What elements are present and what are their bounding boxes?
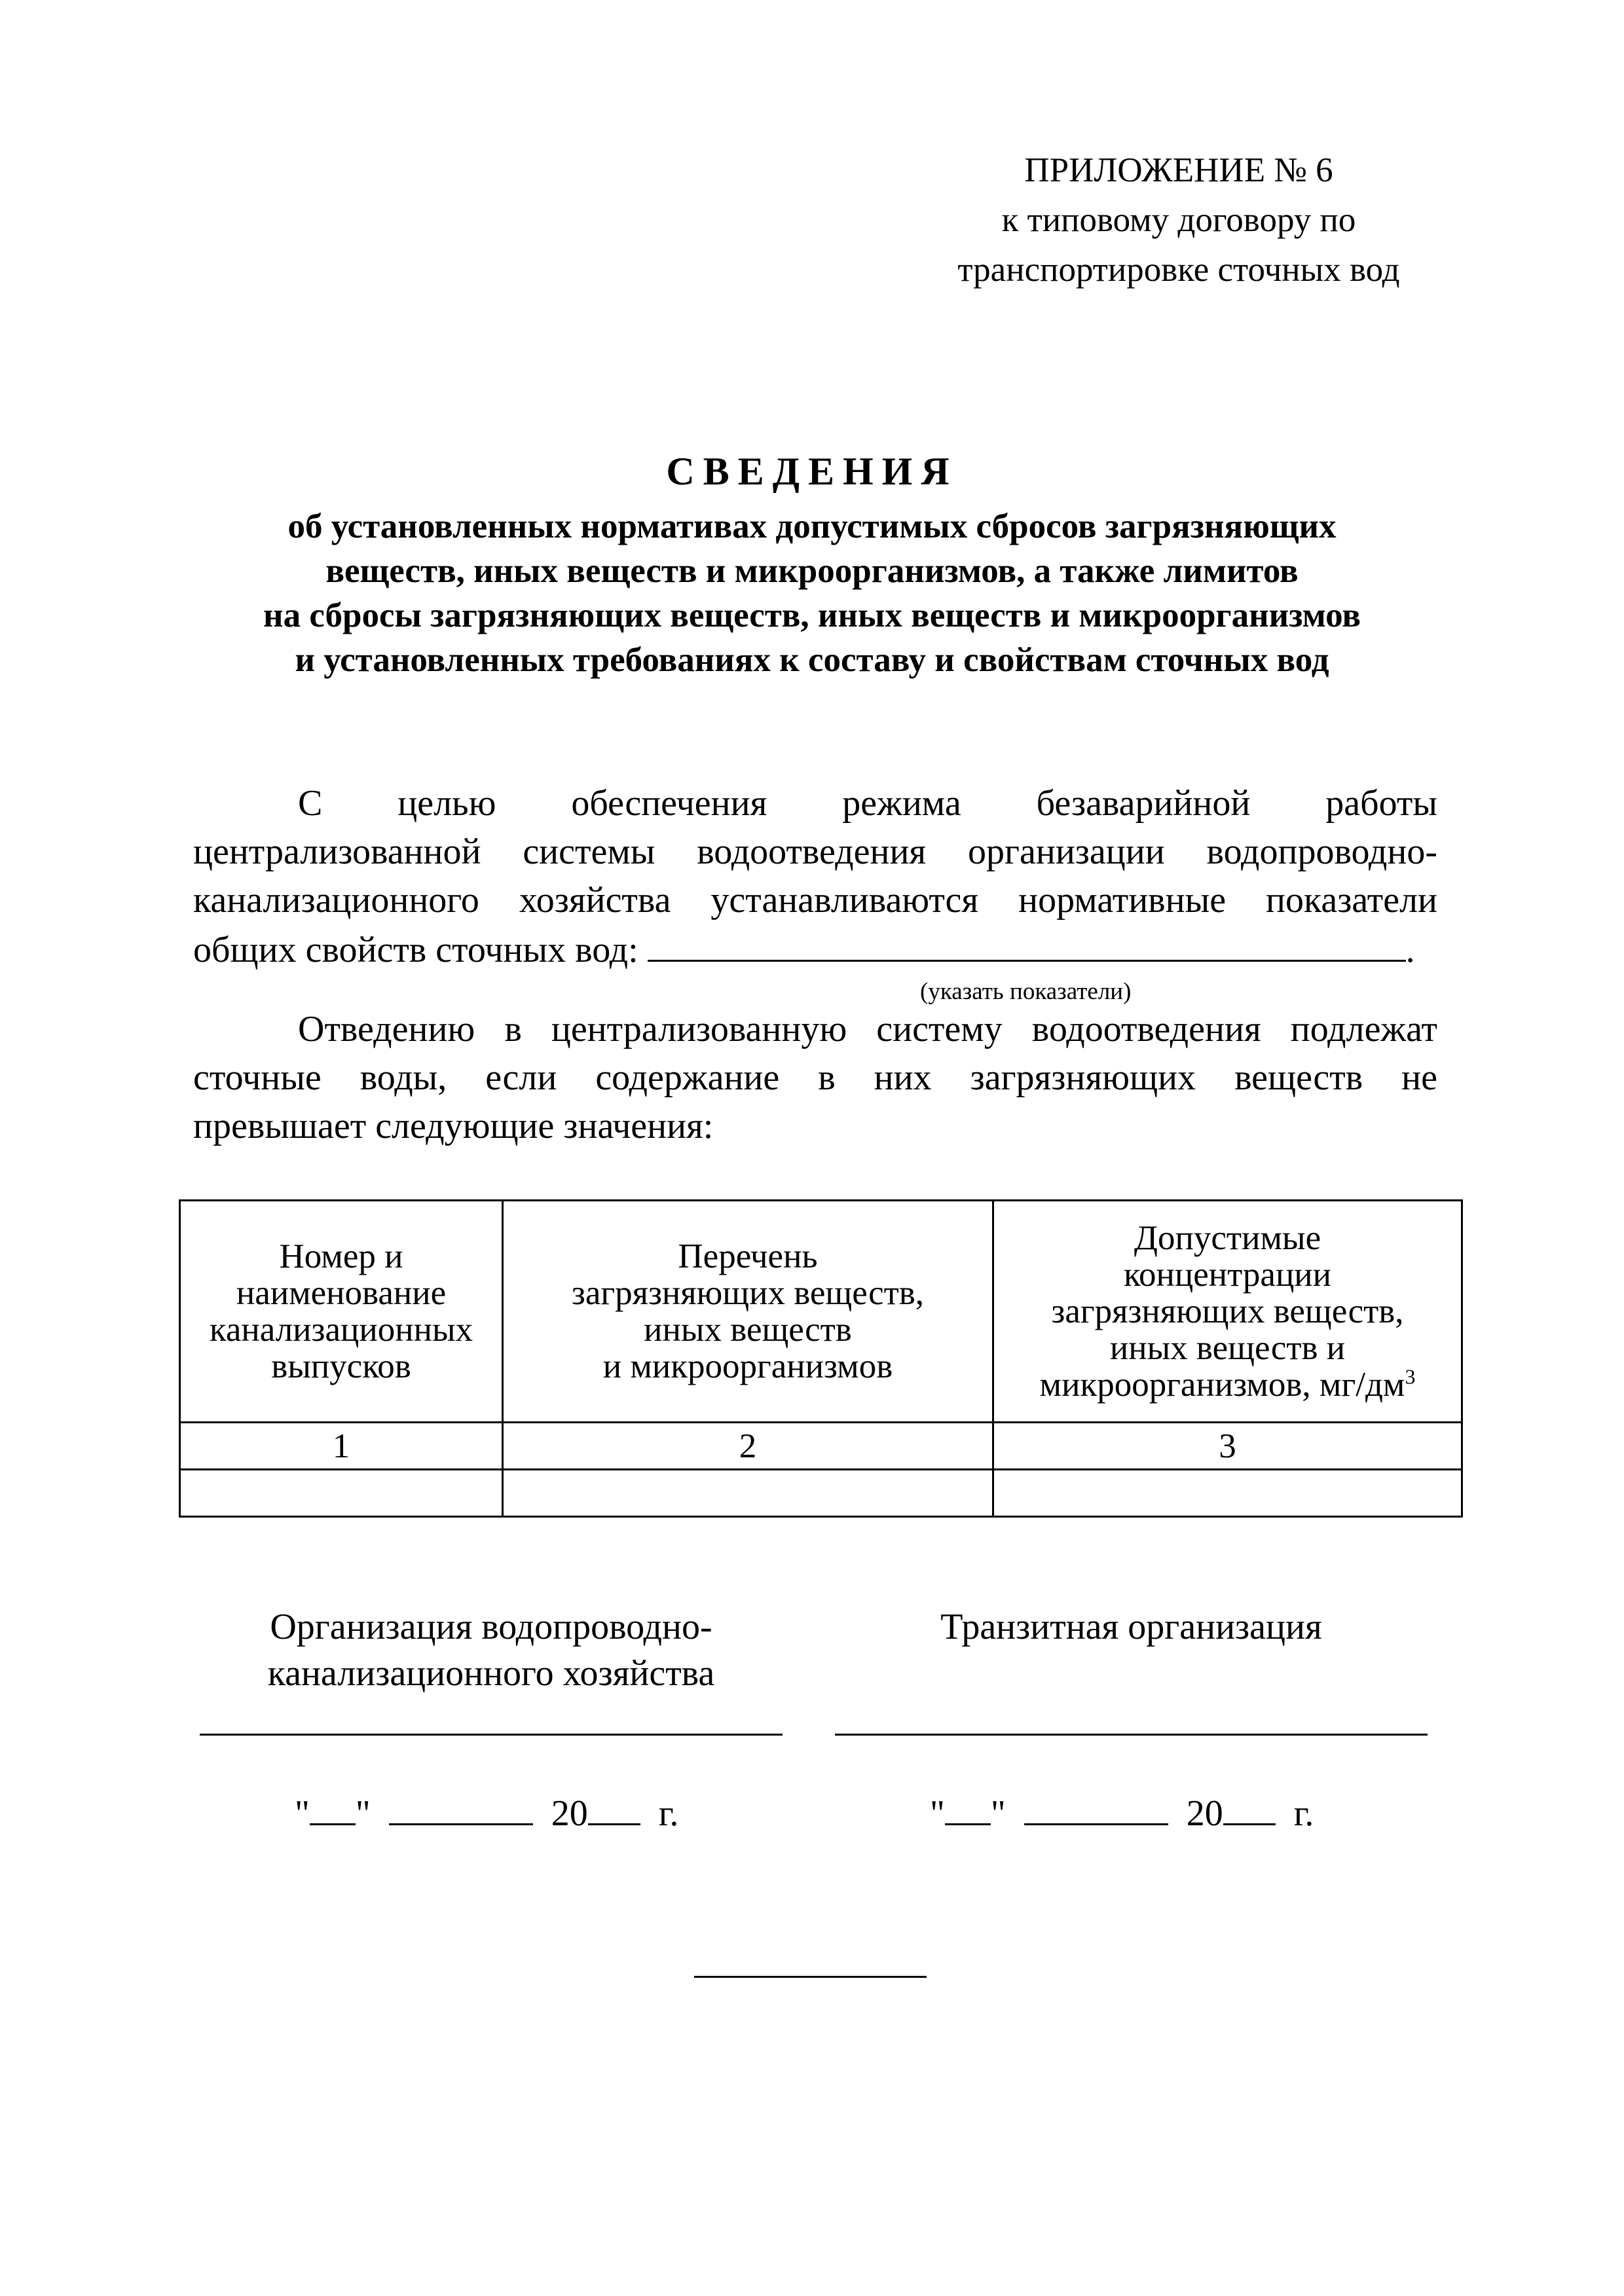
norms-table [179,1199,1463,1518]
signature-line-left[interactable] [200,1734,783,1736]
header-text: наименование [236,1274,447,1312]
paragraph-properties [193,779,1437,974]
date-left [295,1791,678,1836]
year-blank[interactable] [1223,1791,1276,1825]
paragraph-line: сточные воды, если содержание в них загрязняющих веществ не [193,1057,1437,1098]
signature-right-org [835,1604,1428,1650]
header-text: Перечень [678,1237,818,1275]
unit-text: микроорганизмов, мг/дм [1039,1366,1405,1404]
day-blank[interactable] [945,1791,991,1825]
paragraph-line: Отведению в централизованную систему водоотведения подлежат [298,1009,1437,1049]
paragraph-discharge [193,1005,1437,1150]
paragraph-fill-row [193,924,1437,974]
year-prefix: 20 [1186,1793,1223,1834]
header-outlets [180,1201,503,1423]
document-title: СВЕДЕНИЯ [666,450,958,493]
org-name-line: Транзитная организация [940,1607,1322,1647]
table-header-row [180,1201,1462,1423]
header-text: выпусков [271,1347,411,1385]
header-text: канализационных [209,1311,473,1349]
column-number: 1 [180,1423,503,1470]
header-text [994,1366,1461,1403]
subtitle-line: на сбросы загрязняющих веществ, иных веществ и микроорганизмов [263,596,1361,634]
closing-rule [694,1976,927,1978]
signature-line-right[interactable] [835,1734,1428,1736]
table-row-numbers [180,1423,1462,1470]
day-blank[interactable] [310,1791,356,1825]
header-concentrations [993,1201,1462,1423]
header-substances [503,1201,993,1423]
header-text: загрязняющих веществ, [571,1274,925,1312]
year-blank[interactable] [588,1791,640,1825]
paragraph-line: канализационного хозяйства устанавливаются нормативные показатели [193,880,1437,920]
year-prefix: 20 [551,1793,588,1834]
header-text: Номер и [279,1237,403,1275]
year-suffix: г. [658,1793,679,1834]
header-text: загрязняющих веществ, [1051,1292,1404,1330]
header-text: и микроорганизмов [602,1347,893,1385]
year-suffix: г. [1293,1793,1314,1834]
unit-exponent: 3 [1405,1364,1416,1389]
header-text: концентрации [1123,1256,1332,1294]
paragraph-line: С целью обеспечения режима безаварийной работы [298,783,1437,824]
header-text: иных веществ [644,1311,852,1349]
subtitle-line: об установленных нормативах допустимых сбросов загрязняющих [287,507,1337,545]
paragraph-line: общих свойств сточных вод: [193,930,638,970]
annex-number: ПРИЛОЖЕНИЕ № 6 [1024,151,1333,189]
month-blank[interactable] [1024,1791,1168,1825]
annex-ref-line2: транспортировке сточных вод [957,251,1400,289]
table-cell-empty[interactable] [180,1470,503,1517]
org-name-line: канализационного хозяйства [267,1653,715,1694]
org-name-line: Организация водопроводно- [270,1607,712,1647]
indicators-hint: (указать показатели) [920,978,1132,1005]
document-subtitle [131,504,1493,682]
date-right [930,1791,1314,1836]
indicators-blank-line[interactable] [648,924,1406,962]
quote: " [355,1793,371,1834]
subtitle-line: веществ, иных веществ и микроорганизмов, а также лимитов [325,552,1299,590]
column-number: 3 [993,1423,1462,1470]
annex-ref-line1: к типовому договору по [1001,201,1356,239]
annex-header [904,145,1454,295]
column-number: 2 [503,1423,993,1470]
quote: " [295,1793,310,1834]
month-blank[interactable] [389,1791,533,1825]
period: . [1405,930,1415,970]
quote: " [930,1793,945,1834]
subtitle-line: и установленных требованиях к составу и свойствам сточных вод [295,641,1329,679]
header-text: иных веществ и [1109,1329,1346,1367]
header-text: Допустимые [1134,1219,1321,1257]
paragraph-line: централизованной системы водоотведения организации водопроводно- [193,831,1437,872]
paragraph-line: превышает следующие значения: [193,1106,714,1146]
signature-left-org [200,1604,783,1697]
table-cell-empty[interactable] [503,1470,993,1517]
quote: " [990,1793,1006,1834]
table-cell-empty[interactable] [993,1470,1462,1517]
table-row-empty [180,1470,1462,1517]
